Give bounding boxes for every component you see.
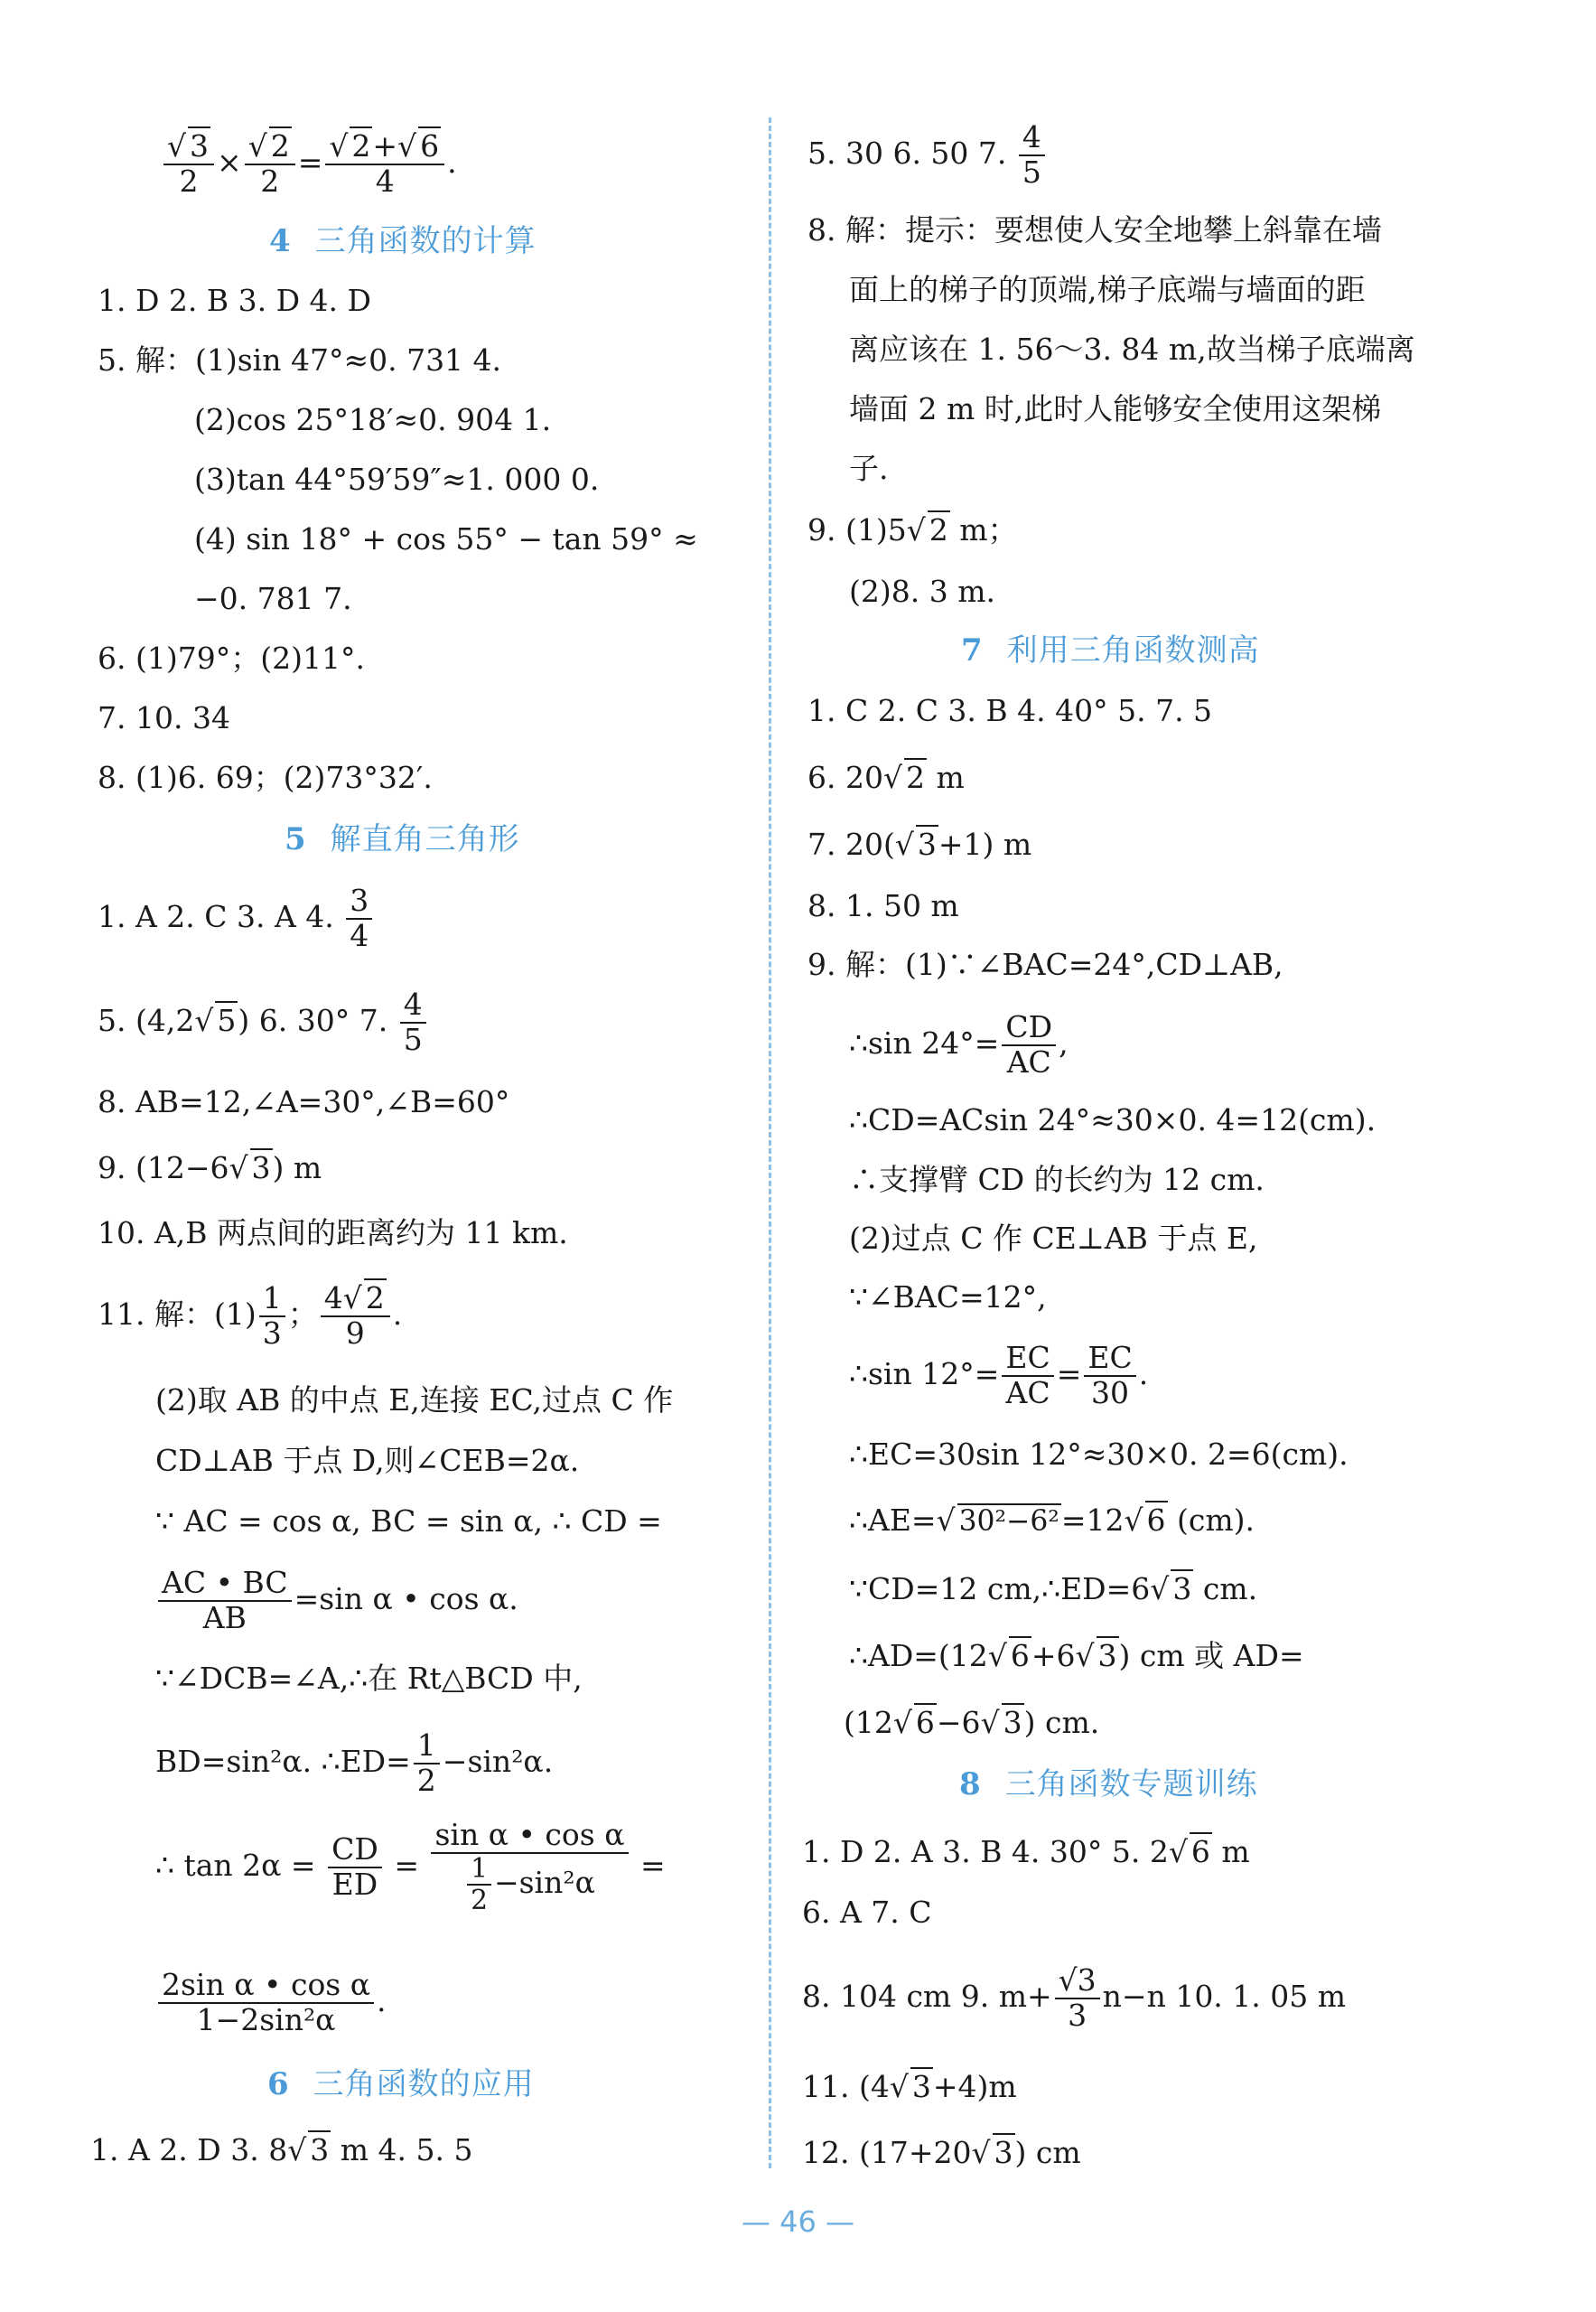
s7-line: ∴sin 12°= $\frac{EC}{AC}$ = $\frac{EC}{30}$ . [849, 1340, 1149, 1410]
s4-line: 1. D 2. B 3. D 4. D [98, 283, 371, 318]
s7-line: ∴CD=ACsin 24°≈30×0. 4=12(cm). [849, 1102, 1377, 1137]
s8-line: 12. (17+20√ 3) cm [802, 2135, 1081, 2170]
page-number: — 46 — [741, 2204, 855, 2239]
s5-line: ∵∠DCB=∠A,∴在 Rt△BCD 中, [155, 1661, 583, 1696]
r-line: 墙面 2 m 时,此时人能够安全使用这架梯 [849, 391, 1382, 426]
r-line: 面上的梯子的顶端,梯子底端与墙面的距 [849, 272, 1366, 307]
section-5-heading: 5 解直角三角形 [285, 821, 520, 857]
s5-line: BD=sin²α. ∴ED= $\frac{1}{2}$ −sin²α. [155, 1727, 554, 1798]
s4-line: 8. (1)6. 69；(2)73°32′. [98, 760, 433, 795]
s7-line: 6. 20√ 2 m [807, 760, 965, 795]
r-line: 5. 30 6. 50 7. $\frac{4}{5}$ [807, 117, 1048, 190]
s5-line: 9. (12−6√ 3) m [98, 1150, 322, 1185]
s8-line: 11. (4√ 3+4)m [802, 2069, 1017, 2104]
s8-line: 8. 104 cm 9. m+ $\frac{√3}{3}$ n−n 10. 1. 05 m [802, 1962, 1347, 2033]
s4-line: −0. 781 7. [194, 581, 352, 616]
s7-line: ∴AD=(12√ 6+6√ 3) cm 或 AD= [849, 1638, 1304, 1673]
s5-line: 10. A,B 两点间的距离约为 11 km. [98, 1215, 568, 1250]
s5-line: 11. 解：(1) $\frac{1}{3}$ ； $\frac{4√ 2}{9}$ . [98, 1280, 403, 1351]
s5-line: $\frac{\text{2sin α • cos α}}{\text{1−2sin²α}}$ . [155, 1961, 387, 2042]
s7-line: ∴EC=30sin 12°≈30×0. 2=6(cm). [849, 1437, 1349, 1472]
r-line: 9. (1)5√ 2 m； [807, 512, 1018, 548]
s5-line: ∵ AC = cos α, BC = sin α, ∴ CD = [155, 1503, 662, 1539]
s7-line: 9. 解：(1)∵∠BAC=24°,CD⊥AB, [807, 947, 1283, 982]
section-8-heading: 8 三角函数专题训练 [959, 1766, 1258, 1802]
s7-line: ∵∠BAC=12°, [849, 1279, 1047, 1315]
s7-line: ∴支撑臂 CD 的长约为 12 cm. [849, 1162, 1265, 1197]
s6-line: 1. A 2. D 3. 8√ 3 m 4. 5. 5 [90, 2132, 473, 2167]
s8-line: 6. A 7. C [802, 1895, 932, 1930]
s7-line: 7. 20(√ 3+1) m [807, 827, 1032, 862]
s4-line: 5. 解：(1)sin 47°≈0. 731 4. [98, 342, 502, 378]
s4-line: (4) sin 18° + cos 55° − tan 59° ≈ [194, 521, 698, 557]
s5-line: (2)取 AB 的中点 E,连接 EC,过点 C 作 [155, 1382, 674, 1418]
r-line: (2)8. 3 m. [849, 574, 995, 609]
s5-line: $\frac{AC • BC}{AB}$ =sin α • cos α. [155, 1558, 518, 1640]
s5-line: 1. A 2. C 3. A 4. $\frac{3}{4}$ [98, 881, 375, 953]
s7-line: ∴AE=√ 30²−6²=12√ 6 (cm). [849, 1502, 1255, 1538]
r-line: 子. [849, 451, 889, 486]
s4-line: (3)tan 44°59′59″≈1. 000 0. [194, 462, 600, 497]
s8-line: 1. D 2. A 3. B 4. 30° 5. 2√ 6 m [802, 1834, 1250, 1869]
s7-line: 1. C 2. C 3. B 4. 40° 5. 7. 5 [807, 693, 1213, 728]
s4-line: 6. (1)79°；(2)11°. [98, 641, 365, 676]
s5-line: 8. AB=12,∠A=30°,∠B=60° [98, 1084, 510, 1119]
s5-line: CD⊥AB 于点 D,则∠CEB=2α. [155, 1443, 580, 1478]
s7-line: ∵CD=12 cm,∴ED=6√ 3 cm. [849, 1571, 1258, 1606]
s5-line: 5. (4,2√ 5) 6. 30° 7. $\frac{4}{5}$ [98, 985, 429, 1057]
s4-line: (2)cos 25°18′≈0. 904 1. [194, 402, 552, 437]
s7-line: ∴sin 24°= $\frac{CD}{AC}$ , [849, 1009, 1069, 1080]
section-6-heading: 6 三角函数的应用 [267, 2066, 535, 2102]
s7-line: (2)过点 C 作 CE⊥AB 于点 E, [849, 1221, 1258, 1256]
column-divider [769, 117, 771, 2168]
section-4-heading: 4 三角函数的计算 [269, 223, 537, 259]
s4-line: 7. 10. 34 [98, 700, 230, 735]
section-7-heading: 7 利用三角函数测高 [961, 632, 1260, 669]
r-line: 8. 解：提示：要想使人安全地攀上斜靠在墙 [807, 212, 1382, 248]
s7-line: 8. 1. 50 m [807, 888, 959, 923]
s7-line: (12√ 6−6√ 3) cm. [844, 1705, 1100, 1740]
s5-line: ∴ tan 2α = $\frac{CD}{ED}$ = sin α • cos α $\frac{1}{2}$ −sin²α = [155, 1817, 666, 1917]
top-expression: $\frac{√ 3}{2}$ × $\frac{√ 2}{2}$ = $\frac{√ 2+√ 6}{4}$ . [161, 126, 457, 199]
r-line: 离应该在 1. 56～3. 84 m,故当梯子底端离 [849, 332, 1415, 367]
